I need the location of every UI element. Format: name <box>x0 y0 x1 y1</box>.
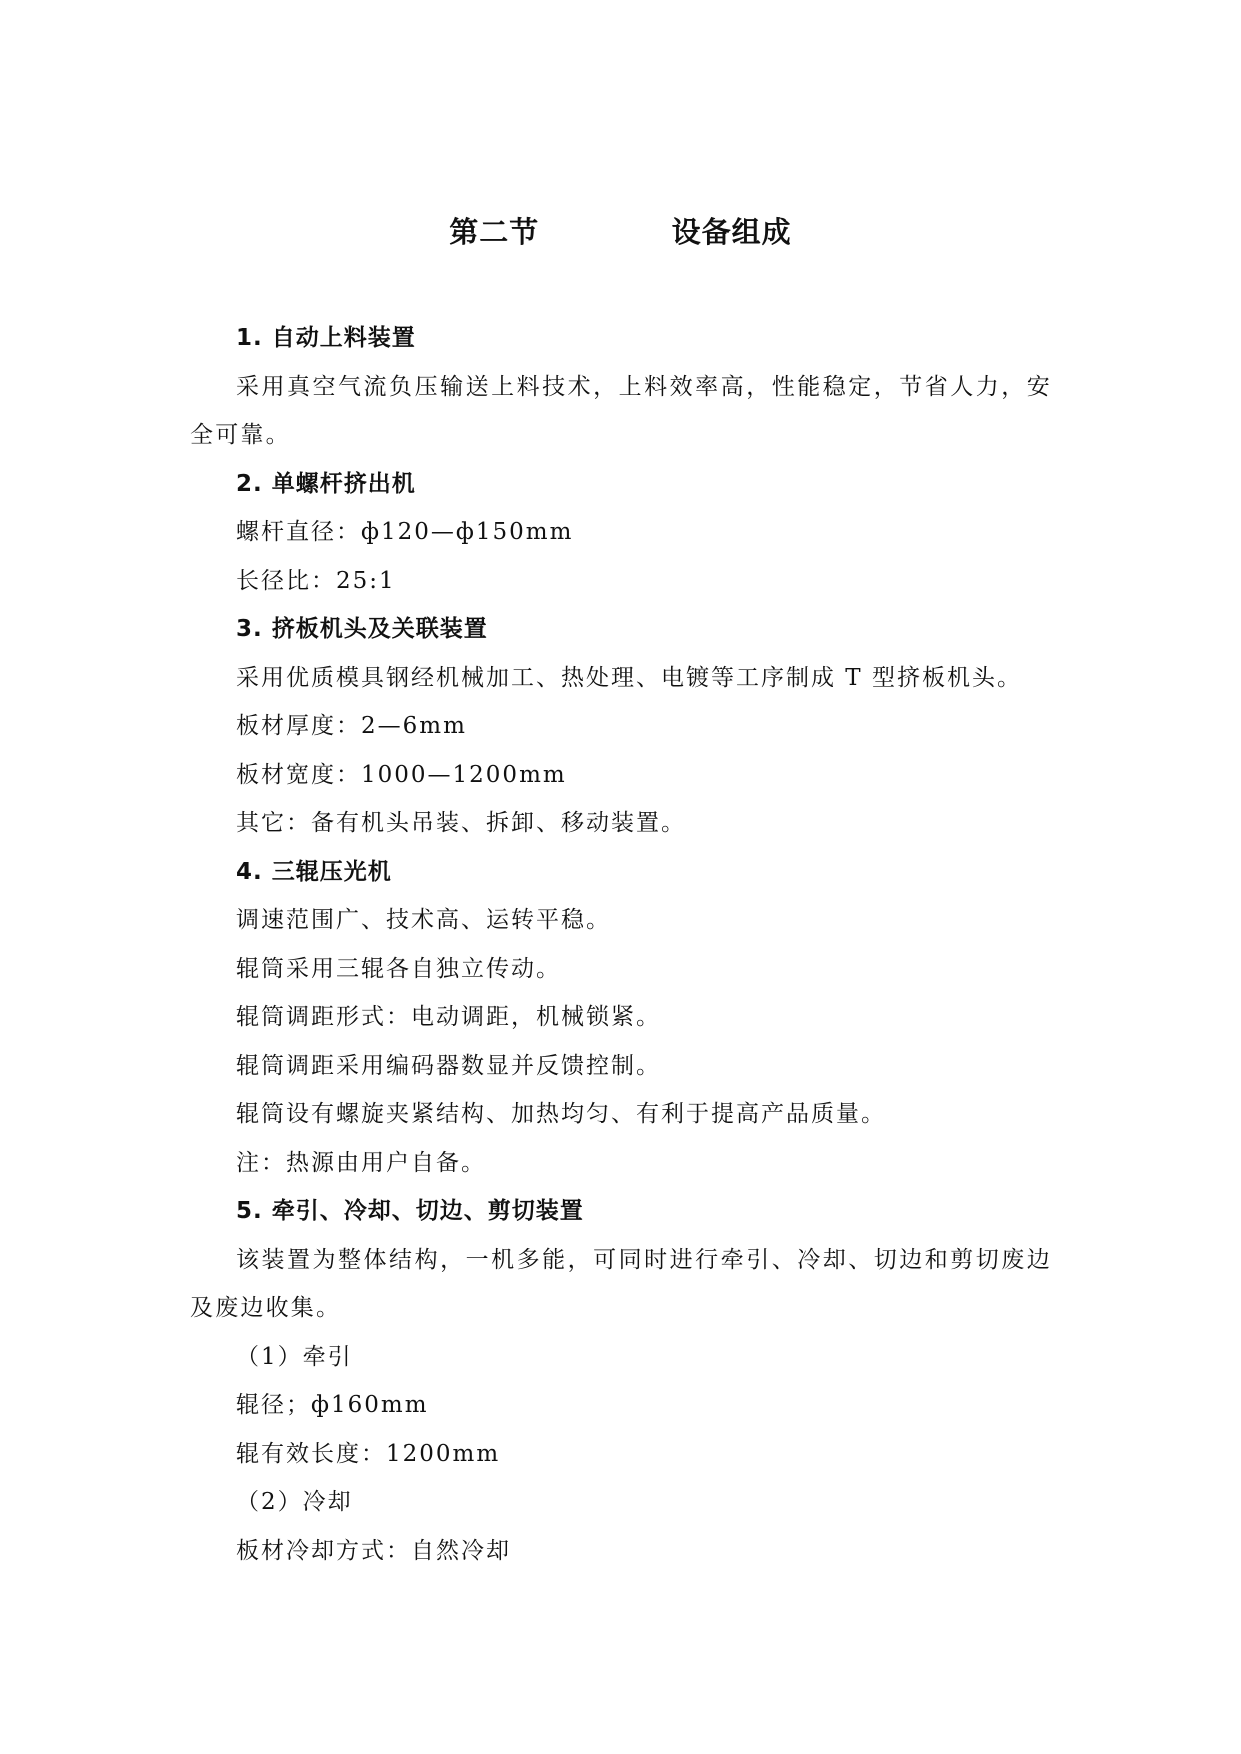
roller-diameter: 辊径；ф160mm <box>236 1392 429 1418</box>
calender-note: 注：热源由用户自备。 <box>236 1149 486 1176</box>
sheet-thickness: 板材厚度：2—6mm <box>236 713 467 739</box>
other-equipment: 其它：备有机头吊装、拆卸、移动装置。 <box>236 810 686 836</box>
section-1-text: 采用真空气流负压输送上料技术，上料效率高，性能稳定，节省人力，安全可靠。 <box>190 373 1052 448</box>
die-head-description: 采用优质模具钢经机械加工、热处理、电镀等工序制成 T 型挤板机头。 <box>236 664 1022 691</box>
sheet-width: 板材宽度：1000—1200mm <box>236 761 567 788</box>
section-3-heading: 3. 挤板机头及关联装置 <box>236 616 488 642</box>
page-title: 第二节 设备组成 <box>449 215 792 249</box>
section-4-heading: 4. 三辊压光机 <box>236 858 392 885</box>
section-5-heading: 5. 牵引、冷却、切边、剪切装置 <box>236 1198 584 1224</box>
section-2-heading: 2. 单螺杆挤出机 <box>236 470 416 497</box>
section-1-heading: 1. 自动上料装置 <box>236 325 416 351</box>
cooling-method: 板材冷却方式：自然冷却 <box>236 1537 511 1564</box>
subsection-traction: （1）牵引 <box>236 1343 353 1370</box>
length-diameter-ratio: 长径比：25:1 <box>236 567 396 594</box>
calender-line-3: 辊筒调距形式：电动调距，机械锁紧。 <box>236 1004 661 1030</box>
roller-effective-length: 辊有效长度：1200mm <box>236 1440 501 1467</box>
subsection-cooling: （2）冷却 <box>236 1489 353 1515</box>
calender-line-4: 辊筒调距采用编码器数显并反馈控制。 <box>236 1052 661 1079</box>
section-5-text: 该装置为整体结构，一机多能，可同时进行牵引、冷却、切边和剪切废边及废边收集。 <box>190 1246 1052 1321</box>
calender-line-5: 辊筒设有螺旋夹紧结构、加热均匀、有利于提高产品质量。 <box>236 1101 886 1127</box>
calender-line-2: 辊筒采用三辊各自独立传动。 <box>236 955 561 982</box>
calender-line-1: 调速范围广、技术高、运转平稳。 <box>236 907 611 933</box>
screw-diameter: 螺杆直径：ф120—ф150mm <box>236 519 574 545</box>
document-body <box>190 314 1052 1575</box>
